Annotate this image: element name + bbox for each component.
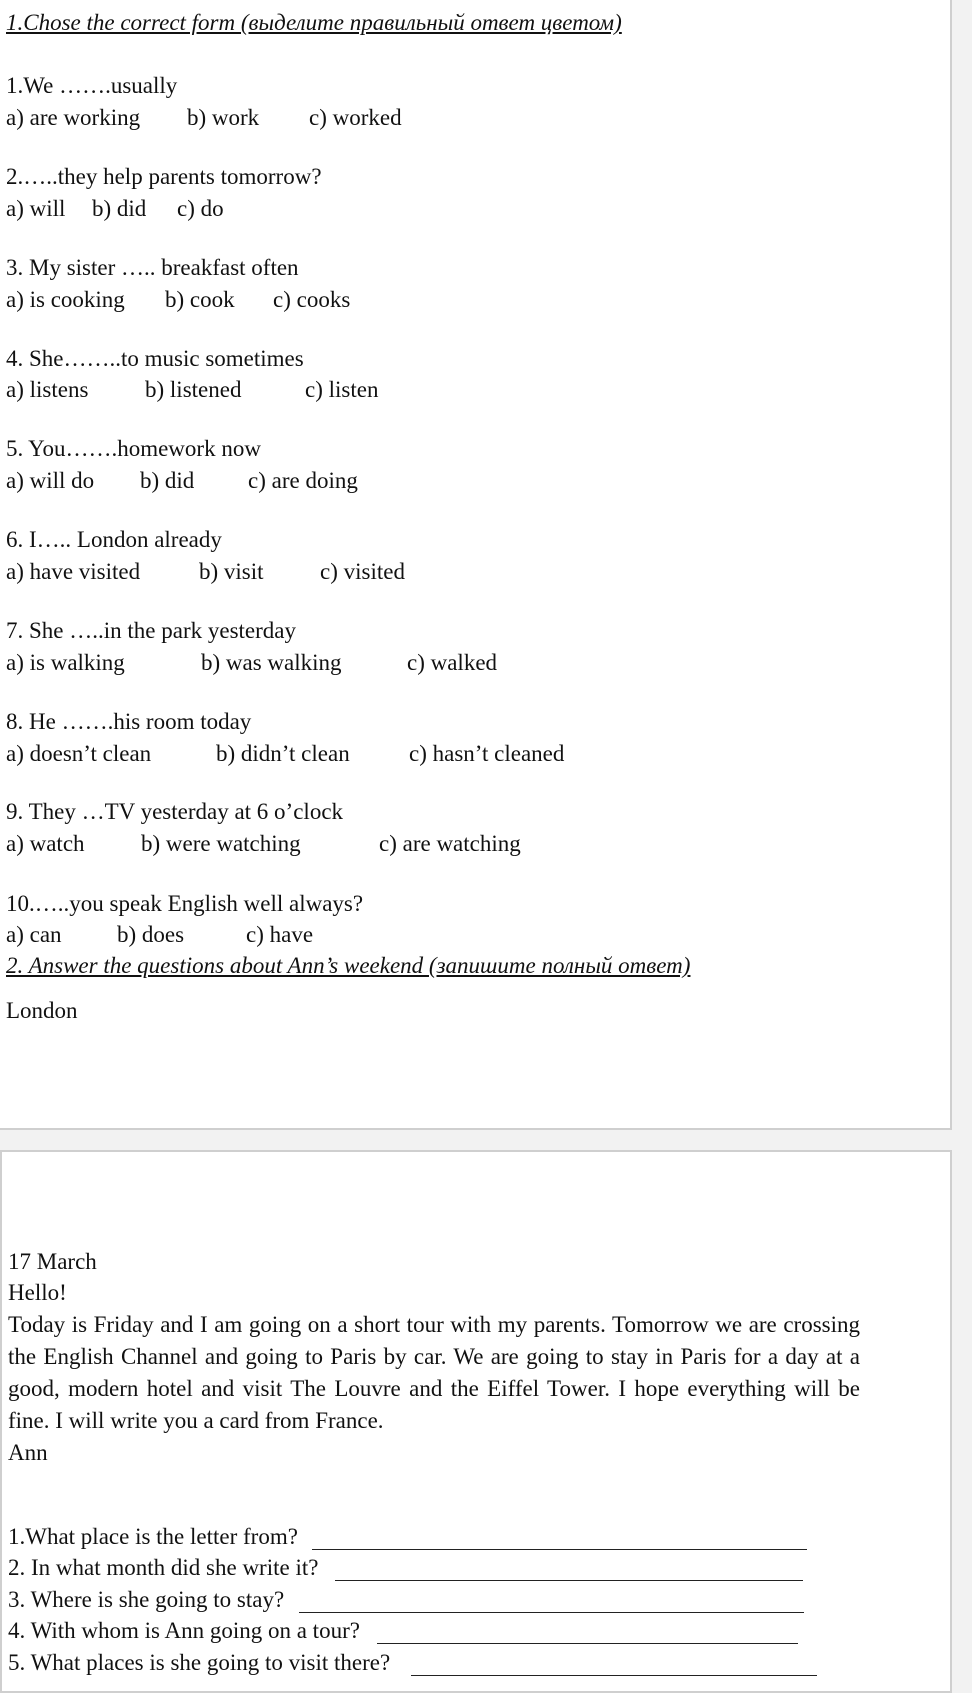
option-a[interactable]: a) doesn’t clean <box>6 741 152 766</box>
question-stem: 4. She……..to music sometimes <box>6 346 304 371</box>
option-c[interactable]: c) have <box>246 922 314 947</box>
option-b[interactable]: b) was walking <box>201 650 342 675</box>
answer-2-line[interactable] <box>335 1580 803 1581</box>
question-5-label: 5. What places is she going to visit there? <box>8 1650 391 1675</box>
letter-signature: Ann <box>8 1440 48 1465</box>
option-a[interactable]: a) will do <box>6 468 95 493</box>
answer-4-line[interactable] <box>377 1643 798 1644</box>
letter-date: 17 March <box>8 1249 97 1274</box>
question-stem: 7. She …..in the park yesterday <box>6 618 296 643</box>
option-a[interactable]: a) watch <box>6 831 85 856</box>
answer-1-line[interactable] <box>312 1549 807 1550</box>
option-c[interactable]: c) worked <box>309 105 402 130</box>
option-c[interactable]: c) are watching <box>379 831 521 856</box>
option-c[interactable]: c) do <box>177 196 224 221</box>
exercise-1-heading: 1.Chose the correct form (выделите правильный ответ цветом) <box>6 10 622 35</box>
question-stem: 8. He …….his room today <box>6 709 252 734</box>
worksheet-page-2 <box>0 1150 952 1693</box>
option-b[interactable]: b) cook <box>165 287 235 312</box>
option-a[interactable]: a) are working <box>6 105 141 130</box>
question-stem: 9. They …TV yesterday at 6 o’clock <box>6 799 344 824</box>
option-a[interactable]: a) is cooking <box>6 287 125 312</box>
option-b[interactable]: b) visit <box>199 559 264 584</box>
question-3-label: 3. Where is she going to stay? <box>8 1587 285 1612</box>
question-stem: 5. You…….homework now <box>6 436 261 461</box>
option-a[interactable]: a) have visited <box>6 559 141 584</box>
option-b[interactable]: b) were watching <box>141 831 301 856</box>
option-b[interactable]: b) listened <box>145 377 242 402</box>
letter-body: Today is Friday and I am going on a short tour with my parents. Tomorrow we are crossing the English Channel and going to Paris by car. We are going to stay in Paris for a day at a good, modern hotel and visit The Louvre and the Eiffel Tower. I hope everything will be fine. I will write you a card from France. <box>8 1312 860 1433</box>
exercise-2-heading: 2. Answer the questions about Ann’s weekend (запишите полный ответ) <box>6 953 691 978</box>
option-c[interactable]: c) listen <box>305 377 379 402</box>
question-1-label: 1.What place is the letter from? <box>8 1524 298 1549</box>
option-b[interactable]: b) didn’t clean <box>216 741 350 766</box>
option-a[interactable]: a) is walking <box>6 650 125 675</box>
question-stem: 2.…..they help parents tomorrow? <box>6 164 322 189</box>
option-c[interactable]: c) are doing <box>248 468 358 493</box>
option-b[interactable]: b) did <box>140 468 195 493</box>
question-stem: 6. I….. London already <box>6 527 222 552</box>
letter-place: London <box>6 998 78 1023</box>
question-stem: 10.…..you speak English well always? <box>6 891 364 916</box>
option-b[interactable]: b) did <box>92 196 147 221</box>
letter-greeting: Hello! <box>8 1280 67 1305</box>
option-c[interactable]: c) hasn’t cleaned <box>409 741 565 766</box>
option-a[interactable]: a) can <box>6 922 62 947</box>
question-stem: 1.We …….usually <box>6 73 178 98</box>
option-c[interactable]: c) walked <box>407 650 498 675</box>
answer-5-line[interactable] <box>411 1675 817 1676</box>
answer-3-line[interactable] <box>299 1612 804 1613</box>
option-b[interactable]: b) does <box>117 922 185 947</box>
question-stem: 3. My sister ….. breakfast often <box>6 255 299 280</box>
question-2-label: 2. In what month did she write it? <box>8 1555 319 1580</box>
option-c[interactable]: c) cooks <box>273 287 351 312</box>
option-c[interactable]: c) visited <box>320 559 405 584</box>
option-a[interactable]: a) will <box>6 196 66 221</box>
option-a[interactable]: a) listens <box>6 377 89 402</box>
question-4-label: 4. With whom is Ann going on a tour? <box>8 1618 360 1643</box>
option-b[interactable]: b) work <box>187 105 260 130</box>
